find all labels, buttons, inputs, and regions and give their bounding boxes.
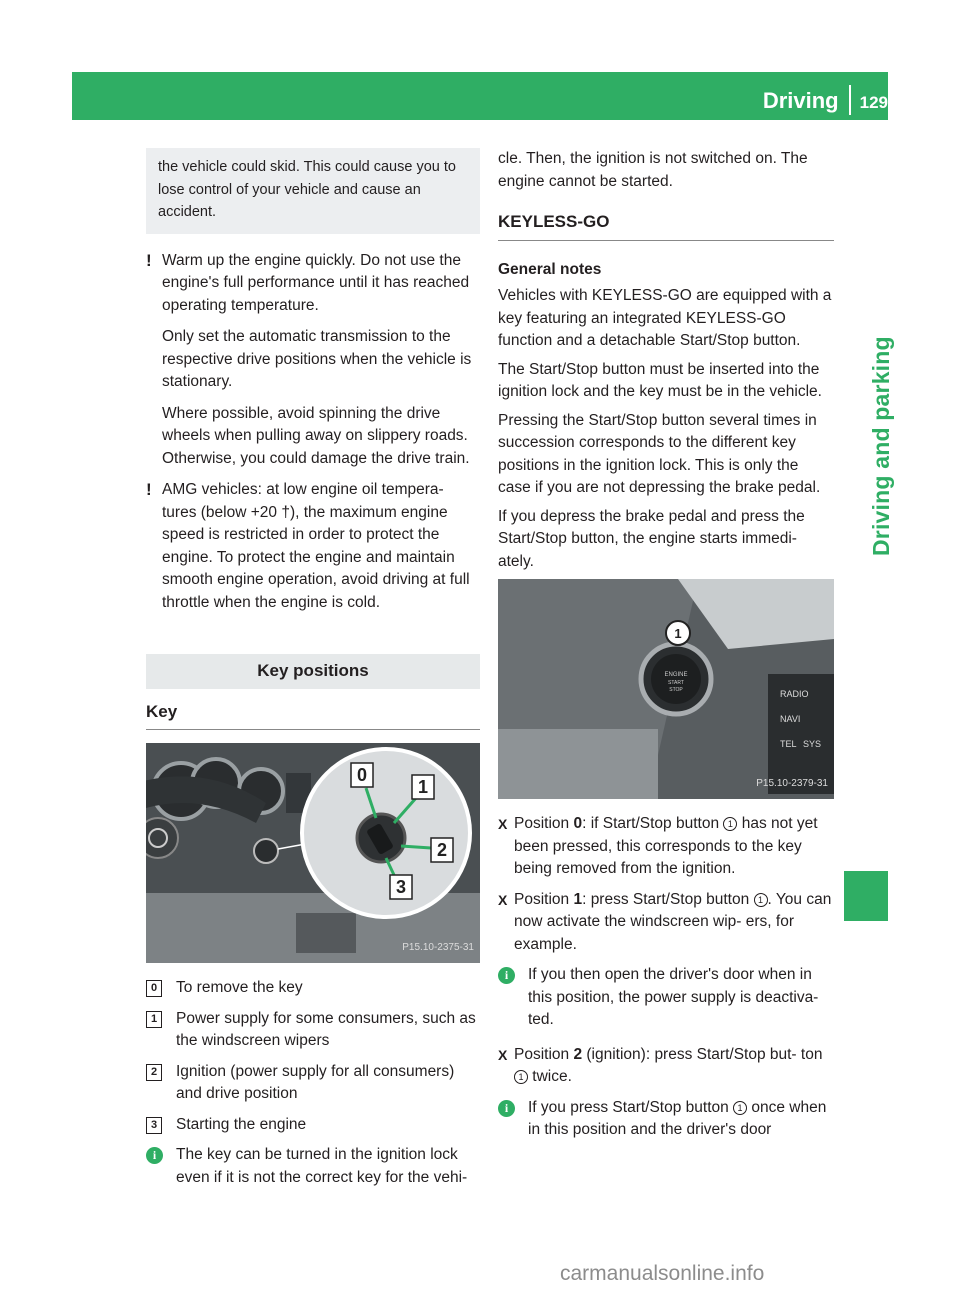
step-text: : if Start/Stop button (582, 815, 724, 832)
legend-item (146, 1008, 480, 1053)
start-stop-figure (498, 579, 834, 799)
panel-label-radio: RADIO (780, 689, 809, 699)
callout-2: 2 (436, 840, 448, 860)
position-value: 2 (573, 1045, 583, 1063)
caution-block-1 (146, 250, 480, 471)
button-text-start: START (668, 680, 684, 686)
caution-icon: ! (146, 250, 152, 270)
step-text: : press Start/Stop button (582, 890, 754, 908)
info-text: once when in this position and the driver's door (528, 1098, 827, 1138)
step-arrow-icon: X (498, 816, 508, 832)
dashboard-illustration (146, 743, 480, 963)
paragraph: If you depress the brake pedal and press the Start/Stop button, the engine starts immedi- ately. (498, 507, 805, 570)
info-note (498, 964, 834, 1032)
button-text-stop: STOP (669, 687, 683, 693)
figure-code: P15.10-2379-31 (756, 777, 828, 789)
position-value: 0 (573, 815, 583, 832)
callout-1: 1 (417, 777, 429, 797)
callout-ref-icon: 1 (733, 1101, 747, 1115)
position-0-icon: 0 (146, 980, 162, 997)
left-column (146, 148, 480, 1201)
panel-label-sys: SYS (803, 739, 822, 749)
callout-ref-icon: 1 (514, 1070, 528, 1084)
paragraph: The Start/Stop button must be inserted into the ignition lock and the key must be in the vehicle. (498, 360, 822, 400)
watermark[interactable]: carmanualsonline.info (560, 1262, 765, 1285)
section-heading: Key positions (146, 654, 480, 689)
step-text: has not yet been pressed, this corresponds to the key being removed from the ignition. (514, 815, 818, 877)
panel-label-navi: NAVI (780, 714, 801, 724)
info-text: The key can be turned in the ignition lock even if it is not the correct key for the vehi- (176, 1146, 468, 1186)
position-value: 1 (573, 890, 583, 908)
instruction-step (498, 889, 834, 957)
legend-item (146, 977, 480, 1000)
info-text: If you then open the driver's door when in this position, the power supply is deactiva- ted. (528, 966, 819, 1028)
callout-3: 3 (395, 877, 407, 897)
paragraph: Only set the automatic transmission to the respective drive positions when the vehicle is stationary. (162, 328, 472, 390)
step-text: Position (514, 890, 574, 908)
info-note (498, 1097, 834, 1142)
callout-ref-icon: 1 (723, 817, 737, 831)
step-text: (ignition): press Start/Stop but- ton (582, 1045, 823, 1063)
instruction-step (498, 1044, 834, 1089)
info-note (146, 1144, 480, 1189)
paragraph: Pressing the Start/Stop button several times in succession corresponds to the different key positions in the ignition lock. This is only the case if you are not depressing the brake pedal. (498, 411, 821, 496)
side-tab-label: Driving and parking (868, 336, 894, 556)
key-positions-figure (146, 743, 480, 963)
info-icon: i (146, 1147, 163, 1164)
info-text: If you press Start/Stop button (528, 1098, 734, 1116)
caution-block-2 (146, 479, 480, 614)
paragraph: Vehicles with KEYLESS-GO are equipped with a key featuring an integrated KEYLESS-GO function and a detachable Start/Stop button. (498, 287, 832, 349)
position-3-icon: 3 (146, 1117, 162, 1134)
position-2-icon: 2 (146, 1064, 162, 1081)
legend-item (146, 1061, 480, 1106)
panel-label-tel: TEL (780, 739, 797, 749)
step-arrow-icon: X (498, 891, 508, 908)
callout-ref-icon: 1 (754, 893, 768, 907)
caution-icon: ! (146, 480, 152, 499)
paragraph: AMG vehicles: at low engine oil tempera- tures (below +20 †), the maximum engine speed is restricted in order to protect the engine. To protect the engine and maintain smooth engine operation, avoid driving at full throttle when the engine is cold. (162, 481, 470, 611)
side-tab-marker (844, 871, 888, 921)
legend-text: Ignition (power supply for all consumers) and drive position (176, 1062, 455, 1102)
start-stop-illustration (498, 579, 834, 799)
step-text: twice. (528, 1068, 572, 1085)
legend-text: To remove the key (176, 979, 303, 996)
running-header (708, 87, 888, 117)
figure-code: P15.10-2375-31 (402, 941, 474, 953)
warning-note-box: the vehicle could skid. This could cause you to lose control of your vehicle and cause an accident. (146, 148, 480, 234)
callout-0: 0 (356, 765, 368, 785)
subsection-heading: Key (146, 701, 480, 731)
step-text: Position (514, 1045, 574, 1063)
header-separator (849, 85, 851, 115)
legend-text: Power supply for some consumers, such as the windscreen wipers (176, 1009, 476, 1049)
step-text: . You can now activate the windscreen wip- ers, for example. (514, 890, 832, 953)
minor-heading: General notes (498, 260, 602, 278)
position-1-icon: 1 (146, 1011, 162, 1028)
subsection-heading: KEYLESS-GO (498, 211, 834, 241)
legend-text: Starting the engine (176, 1115, 307, 1133)
continued-paragraph: cle. Then, the ignition is not switched on. The engine cannot be started. (498, 150, 808, 190)
page-number: 129 (859, 92, 888, 112)
paragraph: Warm up the engine quickly. Do not use the engine's full performance until it has reached operating temperature. (162, 251, 470, 314)
instruction-step (498, 813, 834, 881)
info-icon: i (498, 967, 515, 984)
callout-1: 1 (674, 626, 682, 641)
step-text: Position (514, 815, 574, 832)
right-column (498, 148, 834, 1154)
chapter-title: Driving (762, 87, 839, 113)
paragraph: Where possible, avoid spinning the drive wheels when pulling away on slippery roads. Otherwise, you could damage the drive train. (162, 404, 470, 467)
button-text-engine: ENGINE (664, 672, 688, 678)
step-arrow-icon: X (498, 1046, 508, 1063)
legend-item (146, 1114, 480, 1137)
info-icon: i (498, 1100, 515, 1117)
